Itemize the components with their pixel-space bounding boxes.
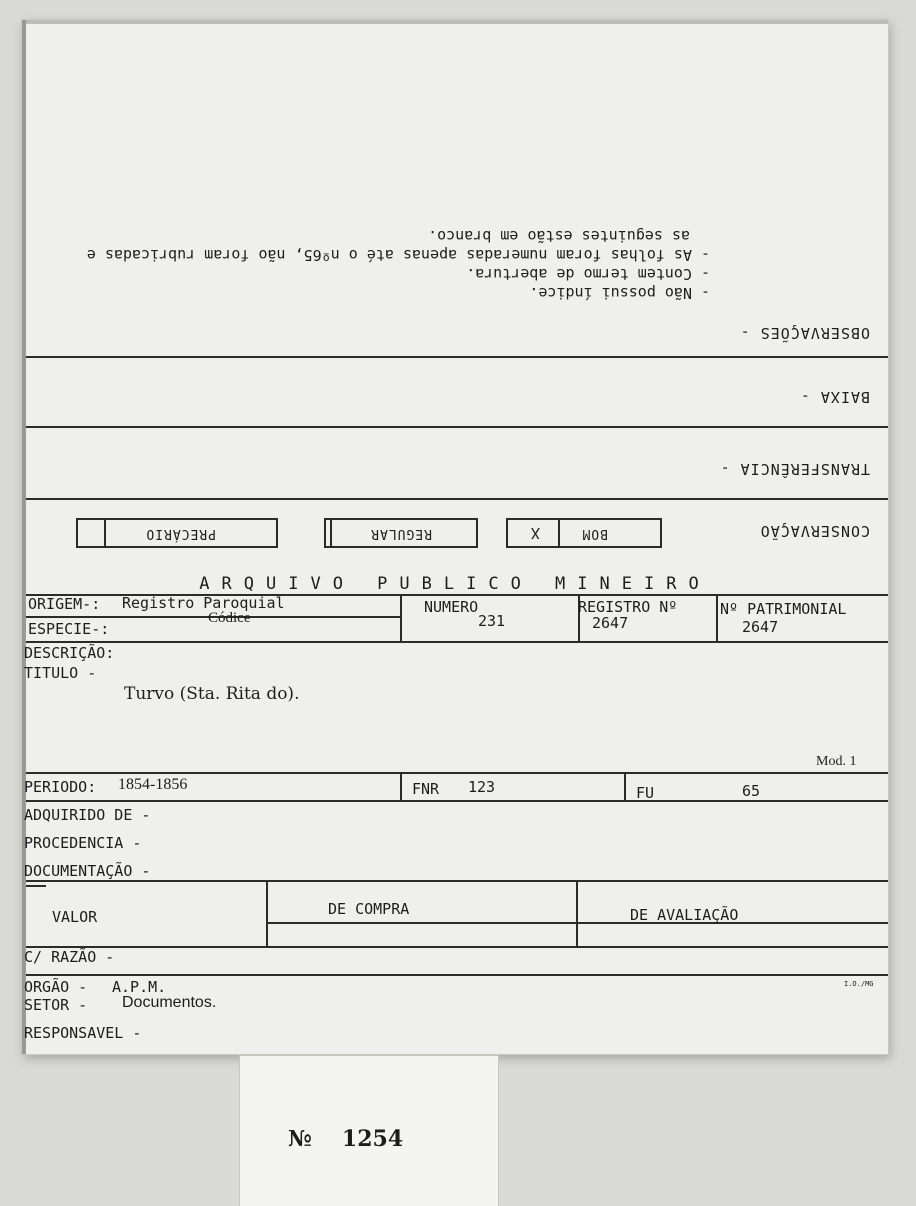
de-avaliacao-label: DE AVALIAÇÃO <box>630 906 739 924</box>
transferencia-label: TRANSFERÊNCIA - <box>719 460 870 478</box>
divider-transferencia <box>26 426 888 428</box>
origem-value: Registro Paroquial <box>122 594 285 612</box>
periodo-bottom-line <box>26 800 888 802</box>
periodo-value: 1854-1856 <box>118 776 188 793</box>
valor-top-line <box>26 880 888 882</box>
fnr-value: 123 <box>468 778 496 796</box>
observacao-line: as seguintes estão em branco. <box>428 227 690 245</box>
periodo-label: PERIODO: <box>24 778 97 796</box>
box-regular <box>324 518 478 548</box>
conservacao-label: CONSERVAÇÃO <box>759 522 870 540</box>
inverted-conservation-section <box>26 28 888 568</box>
box-bom-label: BOM <box>581 526 608 541</box>
number-value: 1254 <box>341 1126 404 1152</box>
observacao-line: - As folhas foram numeradas apenas até o nº65, não foram rubricadas e <box>86 246 710 264</box>
valor-bottom-line <box>26 946 888 948</box>
titulo-label: TITULO - <box>24 664 97 682</box>
observacao-line: - Contem termo de abertura. <box>466 265 710 283</box>
grid-bottom-line <box>26 641 888 643</box>
orgao-value: A.P.M. <box>112 978 167 996</box>
compra-divider <box>266 880 268 946</box>
card-top-edge <box>22 20 888 24</box>
especie-value: Códice <box>208 610 251 626</box>
baixa-label: BAIXA - <box>799 388 870 406</box>
razao-label: C/ RAZÃO - <box>24 948 115 966</box>
origem-label: ORIGEM-: <box>28 595 101 613</box>
box-bom-mark: X <box>529 524 540 542</box>
razao-bottom-line <box>26 974 888 976</box>
mod-label: Mod. 1 <box>816 754 857 769</box>
fu-value: 65 <box>742 782 761 800</box>
patrimonial-divider <box>716 594 718 642</box>
printer-mark: I.O./MG <box>844 980 874 988</box>
valor-tick-mark <box>26 885 46 887</box>
divider-baixa <box>26 356 888 358</box>
fnr-divider <box>400 772 402 802</box>
box-regular-label: REGULAR <box>370 526 432 541</box>
valor-mid-line <box>266 922 888 924</box>
box-precario-label: PRECÁRIO <box>145 526 216 541</box>
observacao-line: - Não possui índice. <box>529 284 710 302</box>
avaliacao-divider <box>576 880 578 946</box>
fnr-label: FNR <box>412 780 440 798</box>
de-compra-label: DE COMPRA <box>328 900 410 918</box>
periodo-top-line <box>26 772 888 774</box>
numero-label: NUMERO <box>424 598 479 616</box>
box-bom-check <box>506 518 560 548</box>
titulo-value: Turvo (Sta. Rita do). <box>124 684 300 704</box>
number-sign: № <box>288 1126 312 1152</box>
box-regular-divider <box>330 518 332 548</box>
divider-conservacao <box>26 498 888 500</box>
procedencia-label: PROCEDENCIA - <box>24 834 142 852</box>
box-precario-divider <box>104 518 106 548</box>
adquirido-label: ADQUIRIDO DE - <box>24 806 151 824</box>
setor-label: SETOR - <box>24 996 88 1014</box>
orgao-label: ORGÃO - <box>24 978 88 996</box>
archive-record-card <box>22 20 888 1054</box>
fu-label: FU <box>636 784 655 802</box>
archive-title: ARQUIVO PUBLICO MINEIRO <box>199 574 711 594</box>
registro-label: REGISTRO Nº <box>578 598 678 616</box>
setor-value: Documentos. <box>122 994 217 1011</box>
valor-label: VALOR <box>52 908 98 926</box>
patrimonial-value: 2647 <box>742 618 779 636</box>
fu-divider <box>624 772 626 802</box>
box-precario <box>76 518 278 548</box>
registro-value: 2647 <box>592 614 629 632</box>
observacoes-label: OBSERVAÇÕES - <box>739 324 870 342</box>
numero-divider <box>400 594 402 642</box>
numero-value: 231 <box>478 612 506 630</box>
responsavel-label: RESPONSAVEL - <box>24 1024 142 1042</box>
patrimonial-label: Nº PATRIMONIAL <box>720 600 847 618</box>
descricao-label: DESCRIÇÃO: <box>24 644 115 662</box>
number-tag <box>240 1056 498 1206</box>
tag-number <box>288 1126 403 1152</box>
especie-label: ESPECIE-: <box>28 620 110 638</box>
documentacao-label: DOCUMENTAÇÃO - <box>24 862 151 880</box>
